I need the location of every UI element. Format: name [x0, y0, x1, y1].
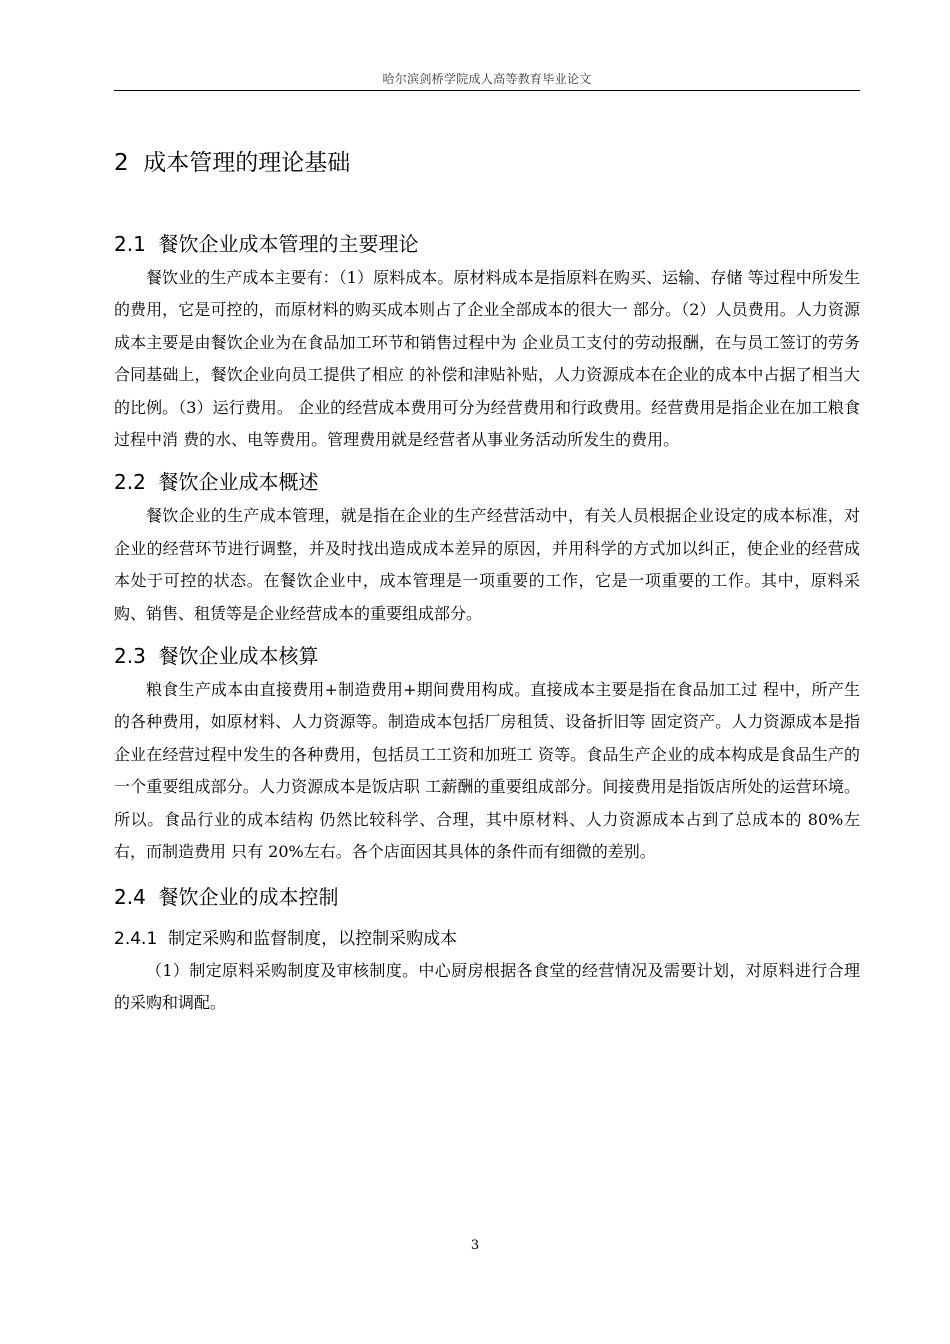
- chapter-heading: [114, 140, 860, 186]
- section-title: 餐饮企业的成本控制: [158, 884, 339, 909]
- subsection-paragraph-2-4-1: （1）制定原料采购制度及审核制度。中心厨房根据各食堂的经营情况及需要计划，对原料进行合理的采购和调配。: [114, 960, 860, 1012]
- chapter-number: 2: [114, 150, 129, 176]
- subsection-number: 2.4.1: [114, 928, 158, 949]
- section-number: 2.2: [114, 470, 146, 495]
- section-number: 2.3: [114, 644, 146, 669]
- running-header: 哈尔滨剑桥学院成人高等教育毕业论文: [382, 72, 592, 86]
- section-heading-2-2: [114, 464, 860, 500]
- subsection-heading-2-4-1: [114, 923, 860, 955]
- header-rule: [114, 90, 860, 91]
- chapter-title: 成本管理的理论基础: [143, 150, 351, 176]
- page-number: 3: [470, 1238, 480, 1253]
- section-heading-2-3: [114, 638, 860, 674]
- section-paragraph-2-1: 餐饮业的生产成本主要有：（1）原料成本。原材料成本是指原料在购买、运输、存储 等过程中所发生的费用，它是可控的，而原材料的购买成本则占了企业全部成本的很大一 部分。（2）人员费用。人力资源成本主要是由餐饮企业为在食品加工环节和销售过程中为 企业员工支付的劳动报酬，在与员工签订的劳务合同基础上，餐饮企业向员工提供了相应 的补偿和津贴补贴，人力资源成本在企业的成本中占据了相当大的比例。（3）运行费用。 企业的经营成本费用可分为经营费用和行政费用。经营费用是指企业在加工粮食过程中消 费的水、电等费用。管理费用就是经营者从事业务活动所发生的费用。: [114, 268, 860, 450]
- section-paragraph-2-3: 粮食生产成本由直接费用+制造费用+期间费用构成。直接成本主要是指在食品加工过 程中，所产生的各种费用，如原材料、人力资源等。制造成本包括厂房租赁、设备折旧等 固定资产。人力资源成本是指企业在经营过程中发生的各种费用，包括员工工资和加班工 资等。食品生产企业的成本构成是食品生产的一个重要组成部分。人力资源成本是饭店职 工薪酬的重要组成部分。间接费用是指饭店所处的运营环境。所以。食品行业的成本结构 仍然比较科学、合理，其中原材料、人力资源成本占到了总成本的 80%左右，而制造费用 只有 20%左右。各个店面因其具体的条件而有细微的差别。: [114, 680, 860, 862]
- section-number: 2.4: [114, 884, 146, 909]
- subsection-title: 制定采购和监督制度，以控制采购成本: [168, 928, 458, 949]
- section-heading-2-4: [114, 879, 860, 915]
- section-paragraph-2-2: 餐饮企业的生产成本管理，就是指在企业的生产经营活动中，有关人员根据企业设定的成本标准，对企业的经营环节进行调整，并及时找出造成成本差异的原因，并用科学的方式加以纠正，使企业的经营成本处于可控的状态。在餐饮企业中，成本管理是一项重要的工作，它是一项重要的工作。其中，原料采购、销售、租赁等是企业经营成本的重要组成部分。: [114, 506, 860, 623]
- section-title: 餐饮企业成本管理的主要理论: [158, 232, 419, 256]
- section-title: 餐饮企业成本概述: [158, 470, 319, 495]
- section-heading-2-1: [114, 226, 860, 262]
- section-title: 餐饮企业成本核算: [158, 644, 319, 669]
- section-number: 2.1: [114, 232, 146, 256]
- page-content: [114, 140, 860, 1019]
